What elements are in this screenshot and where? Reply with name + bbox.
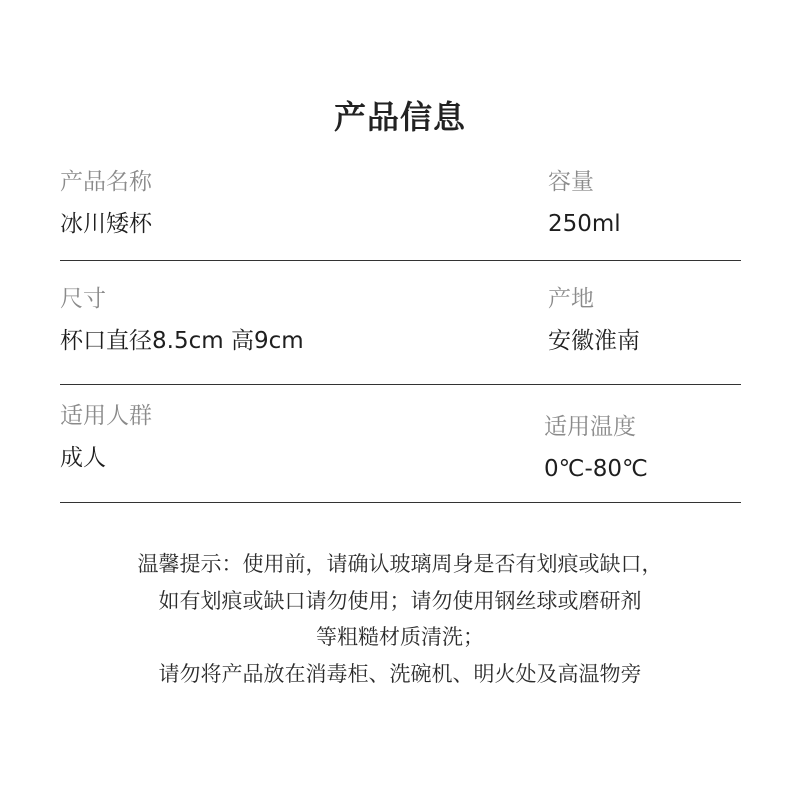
notice-line: 等粗糙材质清洗；: [316, 625, 484, 649]
spec-row: [60, 261, 741, 385]
page-title: 产品信息: [333, 98, 466, 136]
spec-cell: [548, 285, 640, 355]
spec-value-capacity: 250ml: [548, 211, 621, 237]
spec-label-target-users: 适用人群: [60, 403, 152, 429]
spec-value-target-users: 成人: [60, 445, 106, 471]
spec-cell: [60, 168, 152, 238]
notice-line: 请勿将产品放在消毒柜、洗碗机、明火处及高温物旁: [158, 661, 642, 686]
spec-value-temperature: 0℃-80℃: [544, 456, 648, 482]
spec-table: [60, 142, 741, 503]
spec-label-origin: 产地: [548, 286, 594, 312]
spec-label-capacity: 容量: [548, 169, 594, 195]
spec-value-product-name: 冰川矮杯: [60, 211, 152, 237]
spec-cell: [544, 413, 648, 483]
notice-line: 如有划痕或缺口请勿使用；请勿使用钢丝球或磨研剂: [158, 588, 642, 613]
spec-label-temperature: 适用温度: [544, 414, 636, 440]
spec-cell: [60, 402, 152, 472]
notice-line: 温馨提示：使用前，请确认玻璃周身是否有划痕或缺口，: [137, 552, 663, 576]
spec-cell: [548, 168, 621, 238]
spec-cell: [60, 285, 304, 355]
spec-label-product-name: 产品名称: [60, 169, 152, 195]
spec-row: [60, 385, 741, 503]
spec-value-size: 杯口直径8.5cm 高9cm: [60, 328, 304, 354]
spec-label-size: 尺寸: [60, 286, 106, 312]
care-notice: [0, 546, 800, 692]
spec-row: [60, 142, 741, 261]
spec-value-origin: 安徽淮南: [548, 328, 640, 354]
